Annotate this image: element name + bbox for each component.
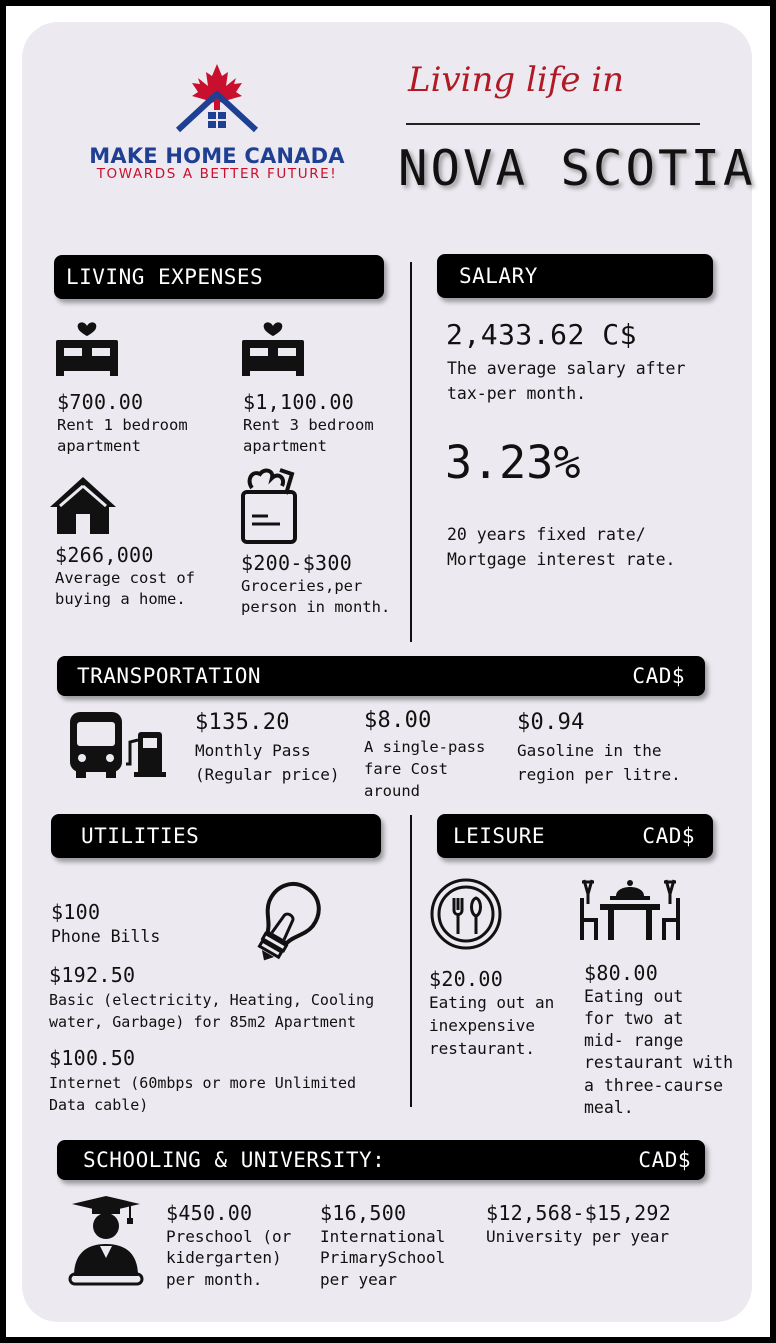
salary-header (437, 254, 713, 298)
province-title: NOVA SCOTIA (398, 140, 756, 197)
mid-range-meal-desc-4: restaurant with (584, 1053, 734, 1072)
leisure-title: LEISURE (453, 824, 546, 848)
maple-leaf-house-logo-icon (170, 62, 265, 136)
monthly-pass-value: $135.20 (195, 710, 290, 735)
international-school-desc-1: International (320, 1227, 446, 1246)
internet-value: $100.50 (49, 1046, 136, 1070)
internet-desc-2: Data cable) (49, 1096, 149, 1114)
schooling-header (57, 1140, 705, 1180)
section-divider (410, 262, 412, 642)
title-divider (406, 123, 700, 125)
bed-icon (54, 318, 120, 380)
salary-desc-2: tax-per month. (447, 384, 587, 403)
preschool-desc-2: kidergarten) (166, 1248, 282, 1267)
mortgage-rate-desc-2: Mortgage interest rate. (447, 550, 676, 569)
internet-desc-1: Internet (60mbps or more Unlimited (49, 1074, 357, 1092)
leisure-currency: CAD$ (642, 824, 695, 848)
university-value: $12,568-$15,292 (486, 1201, 672, 1225)
home-cost-desc-2: buying a home. (55, 590, 186, 608)
mid-range-meal-desc-1: Eating out (584, 987, 684, 1006)
groceries-value: $200-$300 (241, 551, 353, 575)
utilities-title: UTILITIES (81, 824, 200, 848)
mid-range-meal-desc-6: meal. (584, 1098, 634, 1117)
rent-3-bedroom-value: $1,100.00 (243, 390, 355, 414)
section-divider (410, 815, 412, 1107)
basic-utilities-desc-1: Basic (electricity, Heating, Cooling (49, 991, 375, 1009)
mid-range-meal-desc-5: a three-caurse (584, 1076, 724, 1095)
inexpensive-meal-value: $20.00 (429, 967, 504, 991)
leisure-header (437, 814, 713, 858)
schooling-currency: CAD$ (638, 1148, 691, 1172)
living-expenses-title: LIVING EXPENSES (66, 265, 264, 289)
single-fare-desc-1: A single-pass (364, 738, 486, 756)
rent-1-bedroom-desc-1: Rent 1 bedroom (57, 416, 188, 434)
university-desc: University per year (486, 1227, 670, 1246)
preschool-desc-1: Preschool (or (166, 1227, 292, 1246)
international-school-value: $16,500 (320, 1201, 407, 1225)
basic-utilities-value: $192.50 (49, 963, 136, 987)
mid-range-meal-value: $80.00 (584, 961, 659, 985)
groceries-desc-1: Groceries,per (241, 577, 363, 595)
gasoline-desc-1: Gasoline in the (517, 741, 662, 760)
home-cost-desc-1: Average cost of (55, 569, 195, 587)
script-title: Living life in (408, 60, 625, 100)
mortgage-rate-desc-1: 20 years fixed rate/ (447, 525, 646, 544)
phone-bills-desc: Phone Bills (51, 927, 161, 946)
single-fare-value: $8.00 (364, 708, 432, 733)
transportation-header (57, 656, 705, 696)
gasoline-value: $0.94 (517, 710, 585, 735)
house-icon (48, 474, 118, 536)
mid-range-meal-desc-2: for two at (584, 1009, 684, 1028)
international-school-desc-2: PrimarySchool (320, 1248, 446, 1267)
mortgage-rate: 3.23% (445, 436, 581, 489)
gasoline-desc-2: region per litre. (517, 765, 681, 784)
home-cost-value: $266,000 (55, 543, 154, 567)
salary-title: SALARY (459, 264, 538, 288)
dining-table-icon (578, 874, 684, 944)
single-fare-desc-3: around (364, 782, 420, 800)
monthly-pass-desc-2: (Regular price) (195, 765, 340, 784)
transportation-currency: CAD$ (632, 664, 685, 688)
bus-fuel-icon (68, 708, 168, 780)
inexpensive-meal-desc-2: inexpensive (429, 1016, 535, 1035)
inexpensive-meal-desc-3: restaurant. (429, 1039, 535, 1058)
living-expenses-header (54, 255, 384, 299)
bed-icon (240, 318, 306, 380)
rent-3-bedroom-desc-2: apartment (243, 437, 327, 455)
brand-tagline: TOWARDS A BETTER FUTURE! (96, 166, 338, 182)
brand-name: MAKE HOME CANADA (89, 144, 345, 168)
salary-desc-1: The average salary after (447, 359, 686, 378)
grocery-bag-icon (240, 466, 300, 546)
preschool-desc-3: per month. (166, 1270, 263, 1289)
light-bulb-icon (240, 874, 330, 974)
rent-3-bedroom-desc-1: Rent 3 bedroom (243, 416, 374, 434)
monthly-pass-desc-1: Monthly Pass (195, 741, 311, 760)
transportation-title: TRANSPORTATION (77, 664, 262, 688)
salary-amount: 2,433.62 C$ (446, 318, 637, 351)
plate-cutlery-icon (428, 876, 504, 952)
graduate-icon (66, 1194, 146, 1286)
phone-bills-value: $100 (51, 900, 101, 924)
basic-utilities-desc-2: water, Garbage) for 85m2 Apartment (49, 1013, 357, 1031)
inexpensive-meal-desc-1: Eating out an (429, 993, 555, 1012)
international-school-desc-3: per year (320, 1270, 398, 1289)
utilities-header (51, 814, 381, 858)
rent-1-bedroom-desc-2: apartment (57, 437, 141, 455)
rent-1-bedroom-value: $700.00 (57, 390, 144, 414)
preschool-value: $450.00 (166, 1201, 253, 1225)
single-fare-desc-2: fare Cost (364, 760, 448, 778)
groceries-desc-2: person in month. (241, 598, 391, 616)
schooling-title: SCHOOLING & UNIVERSITY: (83, 1148, 386, 1172)
mid-range-meal-desc-3: mid- range (584, 1031, 684, 1050)
